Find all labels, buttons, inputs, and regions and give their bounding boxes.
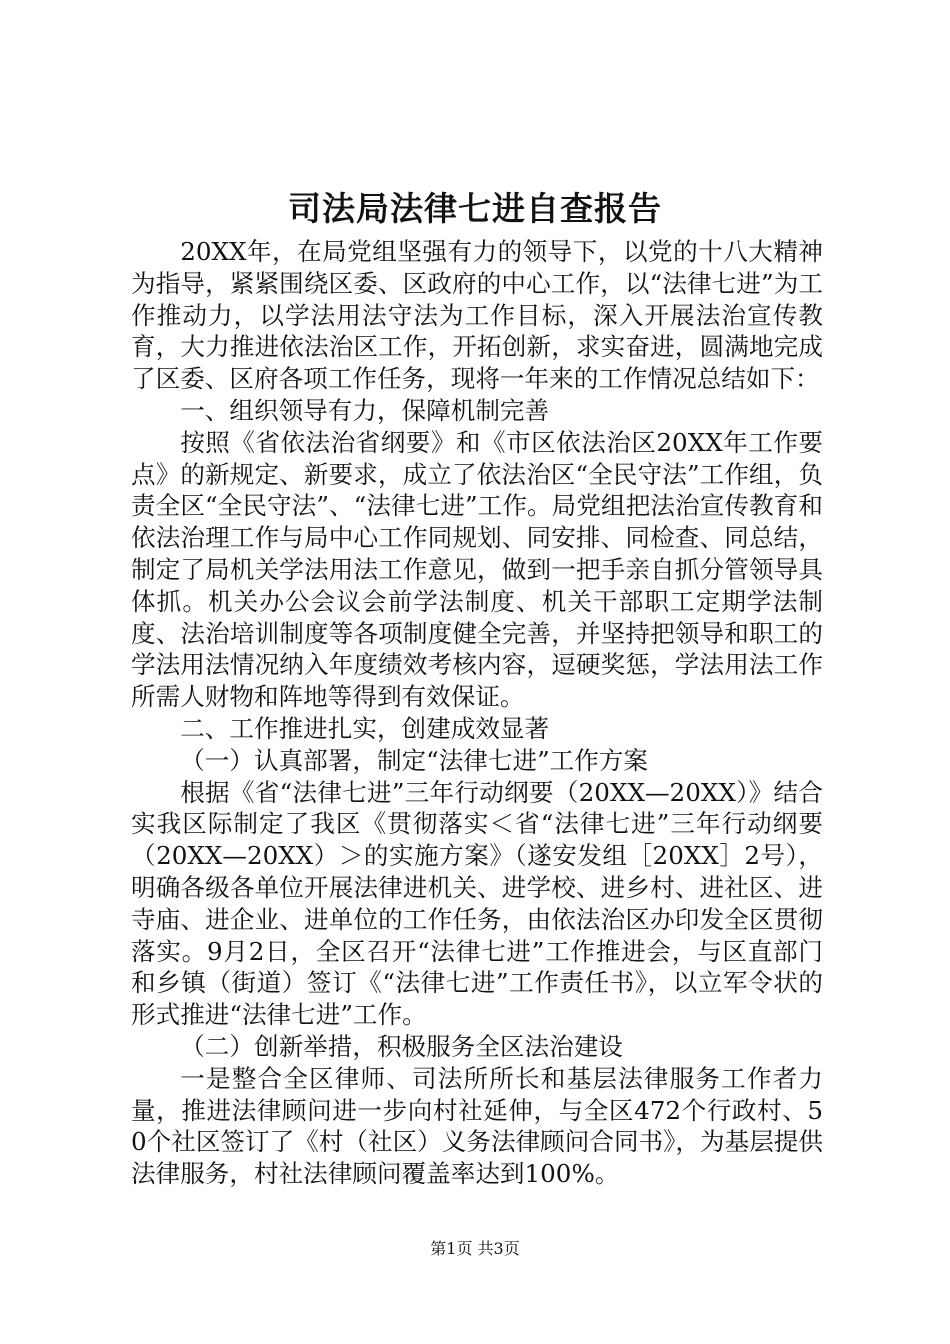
document-title: 司法局法律七进自查报告: [288, 189, 662, 228]
paragraph-section-1: 按照《省依法治省纲要》和《市区依法治区20XX年工作要点》的新规定、新要求，成立了依法治区“全民守法”工作组，负责全区“全民守法”、“法律七进”工作。局党组把法治宣传教育和依法治理工作与局中心工作同规划、同安排、同检查、同总结，制定了局机关学法用法工作意见，做到一把手亲自抓分管领导具体抓。机关办公会议会前学法制度、机关干部职工定期学法制度、法治培训制度等各项制度健全完善，并坚持把领导和职工的学法用法情况纳入年度绩效考核内容，逗硬奖惩，学法用法工作所需人财物和阵地等得到有效保证。: [131, 427, 823, 712]
subsection-heading-2: （二）创新举措，积极服务全区法治建设: [180, 1031, 623, 1061]
subsection-heading-1: （一）认真部署，制定“法律七进”工作方案: [180, 745, 649, 775]
paragraph-subsection-2: 一是整合全区律师、司法所所长和基层法律服务工作者力量，推进法律顾问进一步向村社延伸，与全区472个行政村、50个社区签订了《村（社区）义务法律顾问合同书》，为基层提供法律服务，村社法律顾问覆盖率达到100%。: [131, 1063, 823, 1189]
page-footer: 第1页 共3页: [430, 1239, 520, 1258]
paragraph-intro: 20XX年，在局党组坚强有力的领导下，以党的十八大精神为指导，紧紧围绕区委、区政府的中心工作，以“法律七进”为工作推动力，以学法用法守法为工作目标，深入开展法治宣传教育，大力推进依法治区工作，开拓创新，求实奋进，圆满地完成了区委、区府各项工作任务，现将一年来的工作情况总结如下：: [131, 237, 823, 394]
document-body: [131, 236, 823, 1190]
section-heading-1: 一、组织领导有力，保障机制完善: [180, 395, 550, 425]
paragraph-subsection-1: 根据《省“法律七进”三年行动纲要（20XX—20XX）》结合实我区际制定了我区《贯彻落实＜省“法律七进”三年行动纲要（20XX—20XX）＞的实施方案》（遂安发组［20XX］2号），明确各级各单位开展法律进机关、进学校、进乡村、进社区、进寺庙、进企业、进单位的工作任务，由依法治区办印发全区贯彻落实。9月2日，全区召开“法律七进”工作推进会，与区直部门和乡镇（街道）签订《“法律七进”工作责任书》，以立军令状的形式推进“法律七进”工作。: [131, 777, 823, 1030]
section-heading-2: 二、工作推进扎实，创建成效显著: [180, 713, 550, 743]
